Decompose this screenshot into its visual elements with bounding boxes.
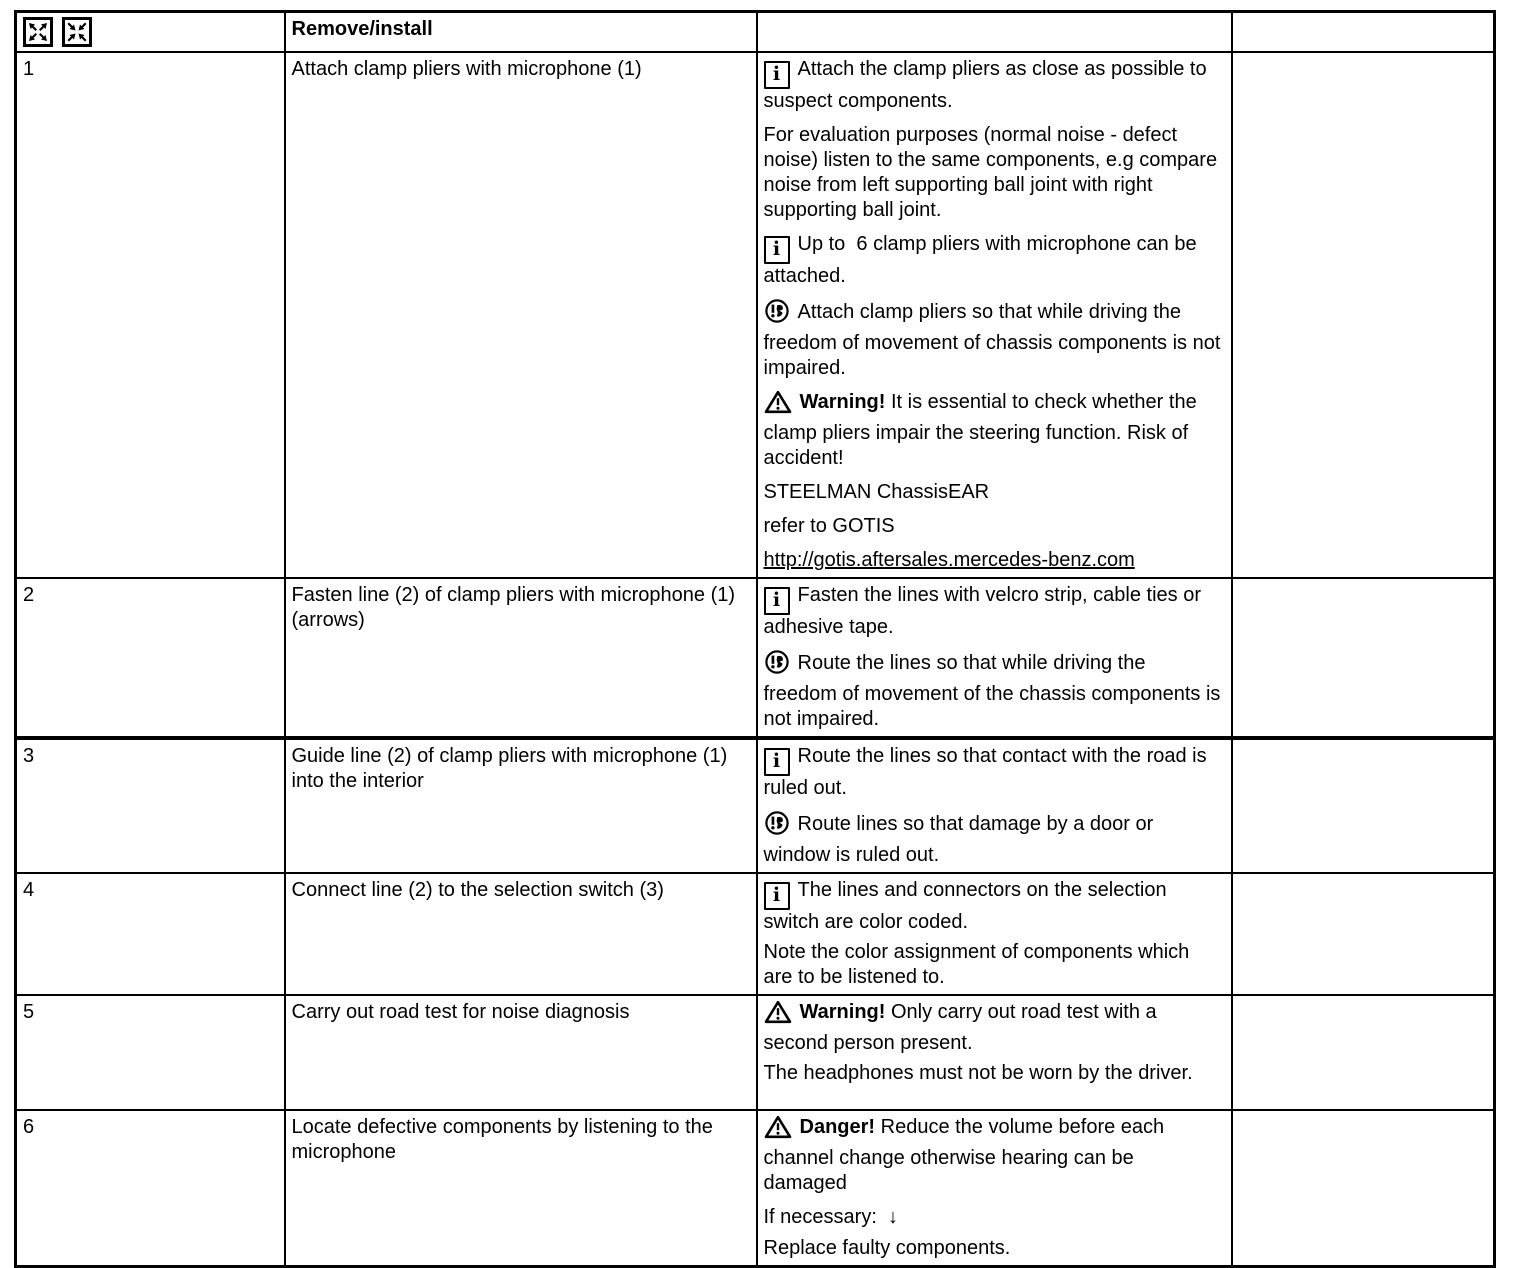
warning-label: Warning! xyxy=(799,1001,886,1023)
note-text: It is essential to check whether the clamp pliers impair the steering function. Risk of accident! xyxy=(763,391,1203,469)
notes-cell xyxy=(757,578,1232,738)
note-text: Attach clamp pliers so that while driving the freedom of movement of chassis components is not impaired. xyxy=(763,301,1226,379)
note-text: Note the color assignment of components which are to be listened to. xyxy=(763,941,1195,988)
note-text: Route the lines so that contact with the road is ruled out. xyxy=(763,745,1213,799)
note-paragraph xyxy=(764,1061,1223,1086)
step-number: 6 xyxy=(16,1110,285,1267)
note-paragraph xyxy=(764,1115,1223,1196)
note-paragraph xyxy=(764,1000,1223,1056)
note-text: Route lines so that damage by a door or window is ruled out. xyxy=(763,813,1159,866)
danger-label: Danger! xyxy=(799,1116,876,1138)
note-text: Fasten the lines with velcro strip, cable ties or adhesive tape. xyxy=(763,584,1207,638)
warning-icon xyxy=(764,390,792,421)
info-icon: i xyxy=(764,61,790,89)
note-text: The lines and connectors on the selection switch are color coded. xyxy=(763,879,1173,933)
notes-cell xyxy=(757,1110,1232,1267)
note-paragraph xyxy=(764,514,1223,539)
extra-cell xyxy=(1232,1110,1495,1267)
task-text: Locate defective components by listening to the microphone xyxy=(291,1116,719,1163)
notes-cell xyxy=(757,873,1232,995)
note-paragraph xyxy=(763,649,1226,732)
note-paragraph xyxy=(764,878,1223,935)
note-text: refer to GOTIS xyxy=(763,515,895,537)
step-number: 1 xyxy=(16,52,285,578)
caution-note-icon xyxy=(764,298,790,331)
caution-note-icon xyxy=(764,649,790,682)
task-text: Attach clamp pliers with microphone (1) xyxy=(291,58,642,80)
step-number: 5 xyxy=(16,995,285,1110)
table-row xyxy=(16,1110,1495,1267)
procedure-table xyxy=(14,10,1496,1268)
task-text: Carry out road test for noise diagnosis xyxy=(291,1001,630,1023)
warning-icon xyxy=(764,1000,792,1031)
notes-cell xyxy=(757,52,1232,578)
note-text: Up to 6 clamp pliers with microphone can be attached. xyxy=(763,233,1203,287)
caution-note-icon xyxy=(764,810,790,843)
note-text-with-down-arrow-icon: If necessary: ↓ xyxy=(763,1206,898,1228)
task-cell xyxy=(285,738,757,873)
task-cell xyxy=(285,995,757,1110)
info-icon: i xyxy=(764,587,790,615)
note-text: Attach the clamp pliers as close as possible to suspect components. xyxy=(763,58,1213,112)
step-number: 4 xyxy=(16,873,285,995)
step-number: 2 xyxy=(16,578,285,738)
header-icons-cell xyxy=(16,12,285,53)
note-text: Route the lines so that while driving the freedom of movement of the chassis components is not impaired. xyxy=(763,652,1226,730)
step-number: 3 xyxy=(16,738,285,873)
note-text: Reduce the volume before each channel change otherwise hearing can be damaged xyxy=(763,1116,1170,1194)
task-cell xyxy=(285,578,757,738)
note-paragraph xyxy=(764,1205,1223,1230)
info-icon: i xyxy=(764,236,790,264)
note-paragraph xyxy=(764,123,1223,223)
task-cell xyxy=(285,1110,757,1267)
header-extra-cell xyxy=(1232,12,1495,53)
collapse-all-icon[interactable] xyxy=(62,17,92,47)
note-text: The headphones must not be worn by the driver. xyxy=(763,1062,1193,1084)
info-icon: i xyxy=(764,748,790,776)
note-paragraph xyxy=(764,810,1223,868)
note-text: STEELMAN ChassisEAR xyxy=(763,481,990,503)
extra-cell xyxy=(1232,995,1495,1110)
note-text: Replace faulty components. xyxy=(763,1237,1011,1259)
notes-cell xyxy=(757,995,1232,1110)
note-text: For evaluation purposes (normal noise - defect noise) listen to the same components, e.g compare noise from left supporting ball joint with right supporting ball joint. xyxy=(763,124,1223,221)
task-text: Connect line (2) to the selection switch (3) xyxy=(291,879,664,901)
expand-all-icon[interactable] xyxy=(23,17,53,47)
notes-cell xyxy=(757,738,1232,873)
note-paragraph xyxy=(764,548,1223,573)
note-paragraph xyxy=(764,480,1223,505)
table-row xyxy=(16,578,1495,738)
note-text: Only carry out road test with a second person present. xyxy=(763,1001,1163,1054)
task-cell xyxy=(285,873,757,995)
info-icon: i xyxy=(764,882,790,910)
warning-label: Warning! xyxy=(799,391,886,413)
note-paragraph xyxy=(764,57,1223,114)
table-header-row xyxy=(16,12,1495,53)
gotis-link[interactable]: http://gotis.aftersales.mercedes-benz.com xyxy=(763,549,1135,571)
extra-cell xyxy=(1232,52,1495,578)
note-paragraph xyxy=(764,583,1223,640)
table-row xyxy=(16,738,1495,873)
note-paragraph xyxy=(764,940,1223,990)
note-paragraph xyxy=(764,232,1223,289)
note-paragraph xyxy=(764,744,1223,801)
table-row xyxy=(16,995,1495,1110)
danger-icon xyxy=(764,1115,792,1146)
extra-cell xyxy=(1232,738,1495,873)
header-notes-cell xyxy=(757,12,1232,53)
note-paragraph xyxy=(764,390,1223,471)
task-text: Fasten line (2) of clamp pliers with microphone (1) (arrows) xyxy=(291,584,741,631)
note-paragraph xyxy=(763,298,1226,381)
table-row xyxy=(16,873,1495,995)
extra-cell xyxy=(1232,578,1495,738)
note-paragraph xyxy=(764,1236,1223,1261)
table-row xyxy=(16,52,1495,578)
task-cell xyxy=(285,52,757,578)
task-text: Guide line (2) of clamp pliers with microphone (1) into the interior xyxy=(291,745,733,792)
header-remove-install: Remove/install xyxy=(285,12,757,53)
extra-cell xyxy=(1232,873,1495,995)
manual-page xyxy=(0,10,1536,1259)
